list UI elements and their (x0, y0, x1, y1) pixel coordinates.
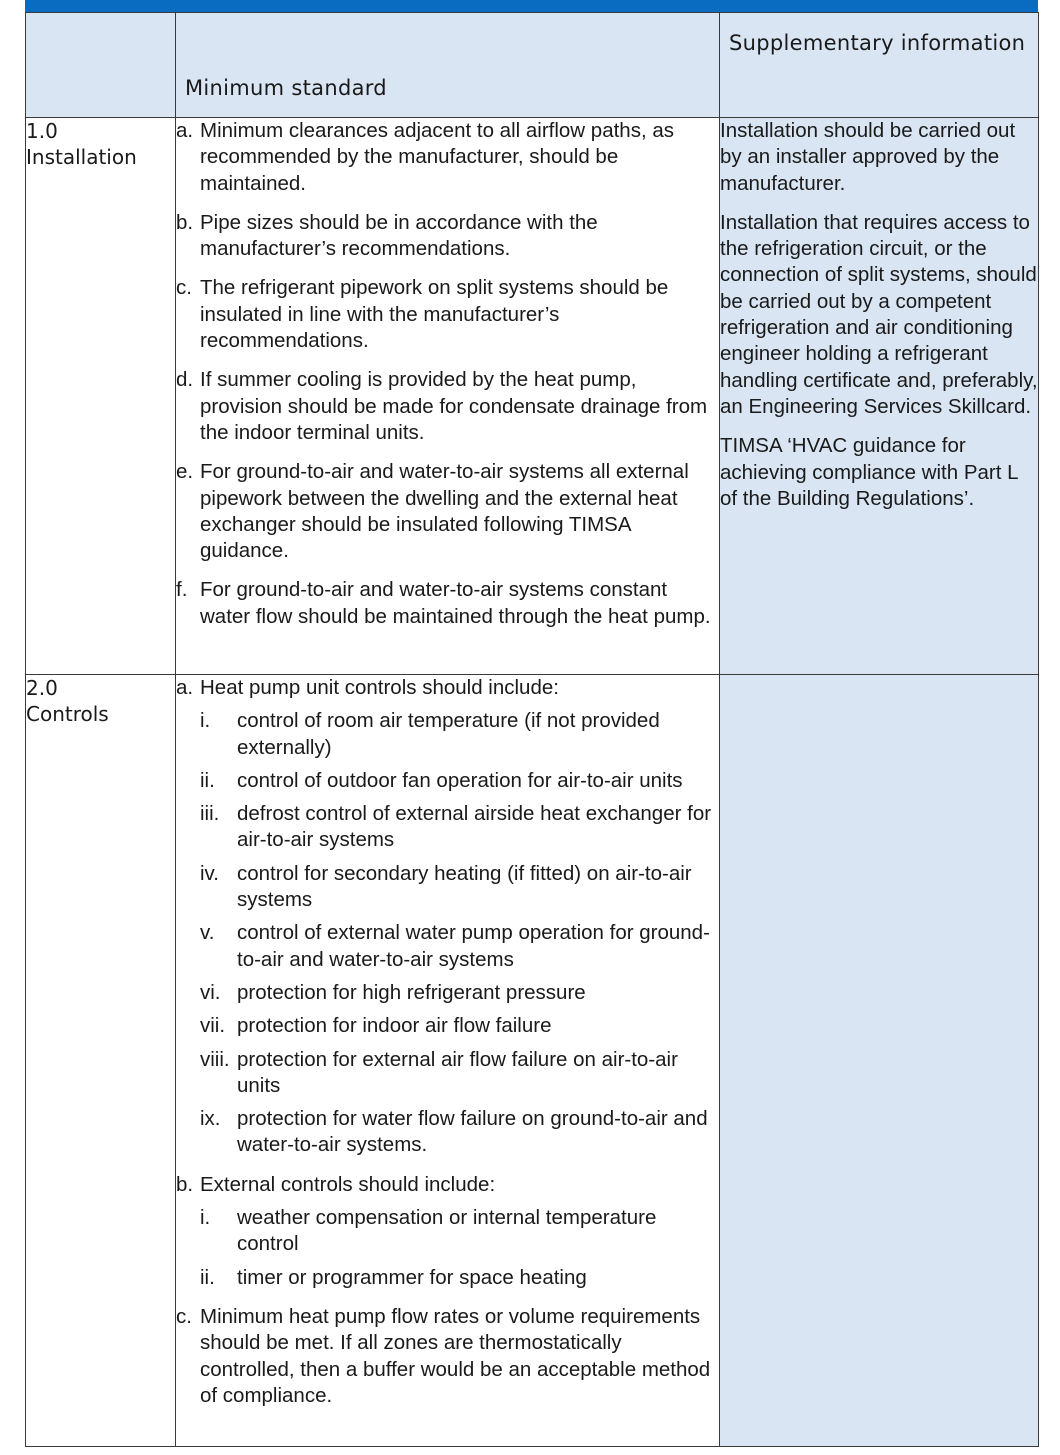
sub-item-label: i. (200, 709, 211, 733)
item-text-content: Minimum clearances adjacent to all airflow paths, as recommended by the manufacturer, should be maintained. (200, 119, 674, 195)
sub-item-label: ii. (200, 768, 215, 792)
item-label: a. (176, 676, 194, 699)
item-label: c. (176, 1304, 192, 1328)
item-text (200, 675, 719, 1159)
item-text-content: External controls should include: (200, 1172, 496, 1196)
sub-list-item (200, 861, 719, 914)
sub-item-text: timer or programmer for space heating (237, 1265, 587, 1289)
sub-list-item (200, 1265, 719, 1291)
sub-list-item (200, 920, 719, 973)
list-item (176, 459, 719, 564)
sub-item-text: control of external water pump operation for ground-to-air and water-to-air systems (237, 921, 710, 971)
table-row-installation (26, 118, 1039, 675)
item-text (200, 210, 719, 263)
sub-item-text: protection for high refrigerant pressure (237, 980, 586, 1004)
standards-table (25, 12, 1039, 1447)
header-supplementary-information: Supplementary information (720, 13, 1039, 118)
sub-item-text: control of room air temperature (if not provided externally) (237, 709, 660, 759)
sub-item-text: protection for indoor air flow failure (237, 1014, 552, 1038)
item-label: e. (176, 460, 194, 484)
sub-item-text: control for secondary heating (if fitted) on air-to-air systems (237, 861, 692, 912)
supplementary-paragraph: Installation should be carried out by an installer approved by the manufacturer. (720, 119, 1016, 195)
sub-item-label: viii. (200, 1047, 230, 1071)
item-text-content: Minimum heat pump flow rates or volume requirements should be met. If all zones are thermostatically controlled, then a buffer would be an acceptable method of compliance. (200, 1304, 711, 1407)
item-text-content: Pipe sizes should be in accordance with the manufacturer’s recommendations. (200, 210, 598, 261)
list-item (176, 577, 719, 630)
item-text (200, 1172, 719, 1291)
sub-list-item (200, 801, 719, 854)
sub-item-label: iv. (200, 861, 219, 885)
list-item (176, 118, 719, 197)
item-text-content: For ground-to-air and water-to-air systems all external pipework between the dwelling and the external heat exchanger should be insulated following TIMSA guidance. (200, 460, 689, 563)
table-row-controls (26, 675, 1039, 1447)
sub-item-text: weather compensation or internal temperature control (237, 1206, 657, 1256)
supplementary-installation (720, 118, 1039, 675)
sub-item-label: v. (200, 921, 215, 945)
item-label: a. (176, 119, 194, 142)
sub-item-text: protection for water flow failure on ground-to-air and water-to-air systems. (237, 1107, 708, 1157)
item-text-content: Heat pump unit controls should include: (200, 676, 559, 699)
item-label: f. (176, 578, 188, 602)
supplementary-paragraph: Installation that requires access to the refrigeration circuit, or the connection of split systems, should be carried out by a competent refrigeration and air conditioning engineer holding a refrigerant handling certificate and, preferably, an Engineering Services Skillcard. (720, 210, 1038, 418)
item-label: c. (176, 276, 192, 300)
section-label-controls: 2.0 Controls (26, 675, 176, 1447)
item-text (200, 577, 719, 630)
item-text (200, 118, 719, 197)
item-label: b. (176, 210, 194, 234)
item-text (200, 367, 719, 446)
header-minimum-standard: Minimum standard (176, 13, 720, 118)
sub-item-label: iii. (200, 802, 220, 826)
list-item (176, 675, 719, 1159)
item-text-content: If summer cooling is provided by the heat pump, provision should be made for condensate drainage from the indoor terminal units. (200, 368, 708, 444)
sub-item-label: i. (200, 1206, 211, 1230)
sub-item-label: ii. (200, 1265, 215, 1289)
supplementary-controls (720, 675, 1039, 1447)
sub-item-label: vii. (200, 1014, 226, 1038)
sub-item-text: control of outdoor fan operation for air-to-air units (237, 768, 683, 792)
table-header-row (26, 13, 1039, 118)
sub-item-text: protection for external air flow failure on air-to-air units (237, 1047, 678, 1097)
list-item (176, 275, 719, 354)
item-text-content: For ground-to-air and water-to-air systems constant water flow should be maintained through the heat pump. (200, 578, 711, 628)
sub-item-label: vi. (200, 980, 221, 1004)
header-empty-cell (26, 13, 176, 118)
list-item (176, 367, 719, 446)
item-label: d. (176, 368, 194, 392)
sub-list-item (200, 1047, 719, 1100)
sub-list-item (200, 768, 719, 794)
sub-list-item (200, 1106, 719, 1159)
sub-list (200, 708, 719, 1158)
sub-item-text: defrost control of external airside heat exchanger for air-to-air systems (237, 802, 712, 852)
sub-list-item (200, 980, 719, 1006)
sub-list (200, 1205, 719, 1291)
list-item (176, 210, 719, 263)
section-label-installation: 1.0 Installation (26, 118, 176, 675)
sub-list-item (200, 1205, 719, 1258)
item-label: b. (176, 1172, 194, 1196)
item-text (200, 459, 719, 564)
sub-list-item (200, 708, 719, 761)
list-item (176, 1172, 719, 1291)
minimum-standard-controls (176, 675, 720, 1447)
item-text (200, 275, 719, 354)
sub-item-label: ix. (200, 1107, 221, 1131)
minimum-standard-installation (176, 118, 720, 675)
list-item (176, 1304, 719, 1409)
supplementary-paragraph: TIMSA ‘HVAC guidance for achieving compliance with Part L of the Building Regulations’. (720, 434, 1018, 510)
item-text (200, 1304, 719, 1409)
item-text-content: The refrigerant pipework on split systems should be insulated in line with the manufacturer’s recommendations. (200, 276, 669, 353)
sub-list-item (200, 1013, 719, 1039)
